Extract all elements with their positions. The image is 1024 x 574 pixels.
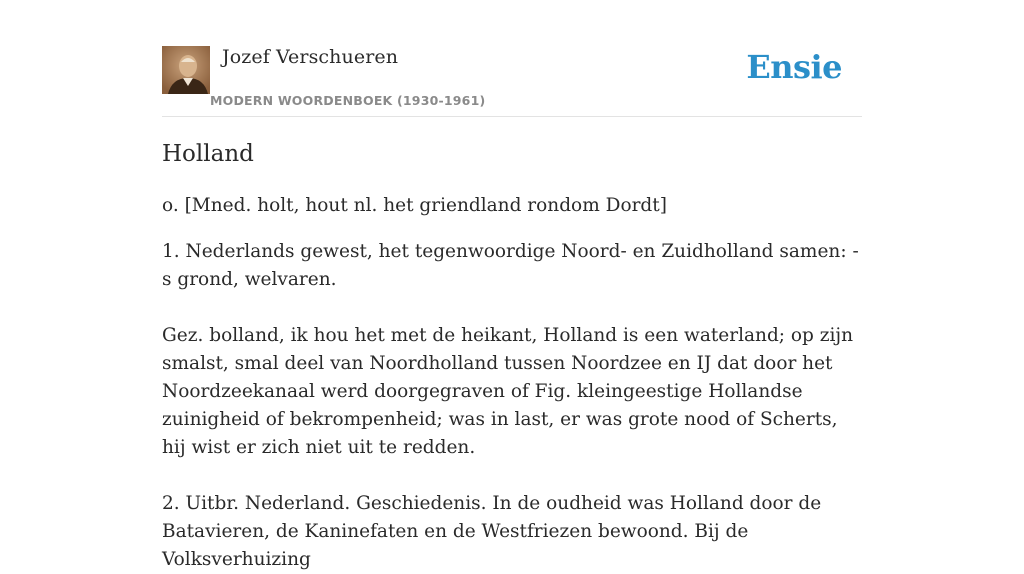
entry-title: Holland bbox=[162, 141, 254, 167]
source-label[interactable]: MODERN WOORDENBOEK (1930-1961) bbox=[210, 93, 486, 108]
entry-paragraph-3: 2. Uitbr. Nederland. Geschiedenis. In de oudheid was Holland door de Batavieren, de Kaninefaten en de Westfriezen bewoond. Bij de Volksverhuizing bbox=[162, 493, 822, 570]
entry-etymology: o. [Mned. holt, hout nl. het griendland rondom Dordt] bbox=[162, 195, 667, 216]
author-avatar[interactable] bbox=[162, 46, 210, 94]
ensie-logo[interactable]: Ensie bbox=[746, 48, 842, 86]
entry-paragraph-1: 1. Nederlands gewest, het tegenwoordige Noord- en Zuidholland samen: -s grond, welvaren. bbox=[162, 241, 859, 290]
author-name[interactable]: Jozef Verschueren bbox=[222, 46, 399, 68]
author-portrait-image bbox=[162, 46, 210, 94]
entry-content bbox=[162, 138, 866, 574]
entry-paragraph-2: Gez. bolland, ik hou het met de heikant, Holland is een waterland; op zijn smalst, smal deel van Noordholland tussen Noordzee en IJ dat door het Noordzeekanaal werd doorgegraven of Fig. kleingeestige Hollandse zuinigheid of bekrompenheid; was in last, er was grote nood of Scherts, hij wist er zich niet uit te redden. bbox=[162, 325, 854, 458]
header bbox=[162, 44, 862, 117]
